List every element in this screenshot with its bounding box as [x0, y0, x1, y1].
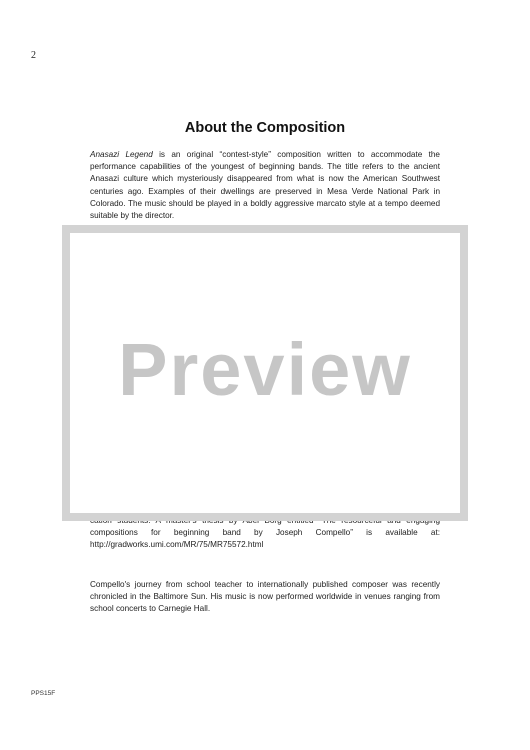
- page-number: 2: [31, 50, 36, 61]
- paragraph-intro: [90, 149, 440, 222]
- preview-watermark: [62, 225, 468, 521]
- paragraph-journey: Compello's journey from school teacher to internationally published composer was recently chronicled in the Baltimore Sun. His music is now performed worldwide in venues ranging from school concerts to Carnegie Hall.: [90, 580, 440, 614]
- page-title: About the Composition: [184, 120, 346, 136]
- paragraph-thesis: compositions for beginning band by Joseph Compello” is available at: http://gradworks.umi.com/MR/75/MR75572.html: [90, 528, 440, 550]
- preview-watermark-label: Preview: [118, 328, 412, 411]
- composition-title: Anasazi Legend: [90, 150, 153, 159]
- paragraph-intro-text: is an original “contest-style” composition written to accommodate the performance capabilities of the youngest of beginning bands. The title refers to the ancient Anasazi culture which mysteriously disappeared from what is now the American Southwest centuries ago. Examples of their dwellings are preserved in Mesa Verde National Park in Colorado. The music should be played in a boldly aggressive marcato style at a tempo deemed suitable by the director.: [90, 150, 440, 221]
- footer-code: PPS15F: [31, 690, 56, 697]
